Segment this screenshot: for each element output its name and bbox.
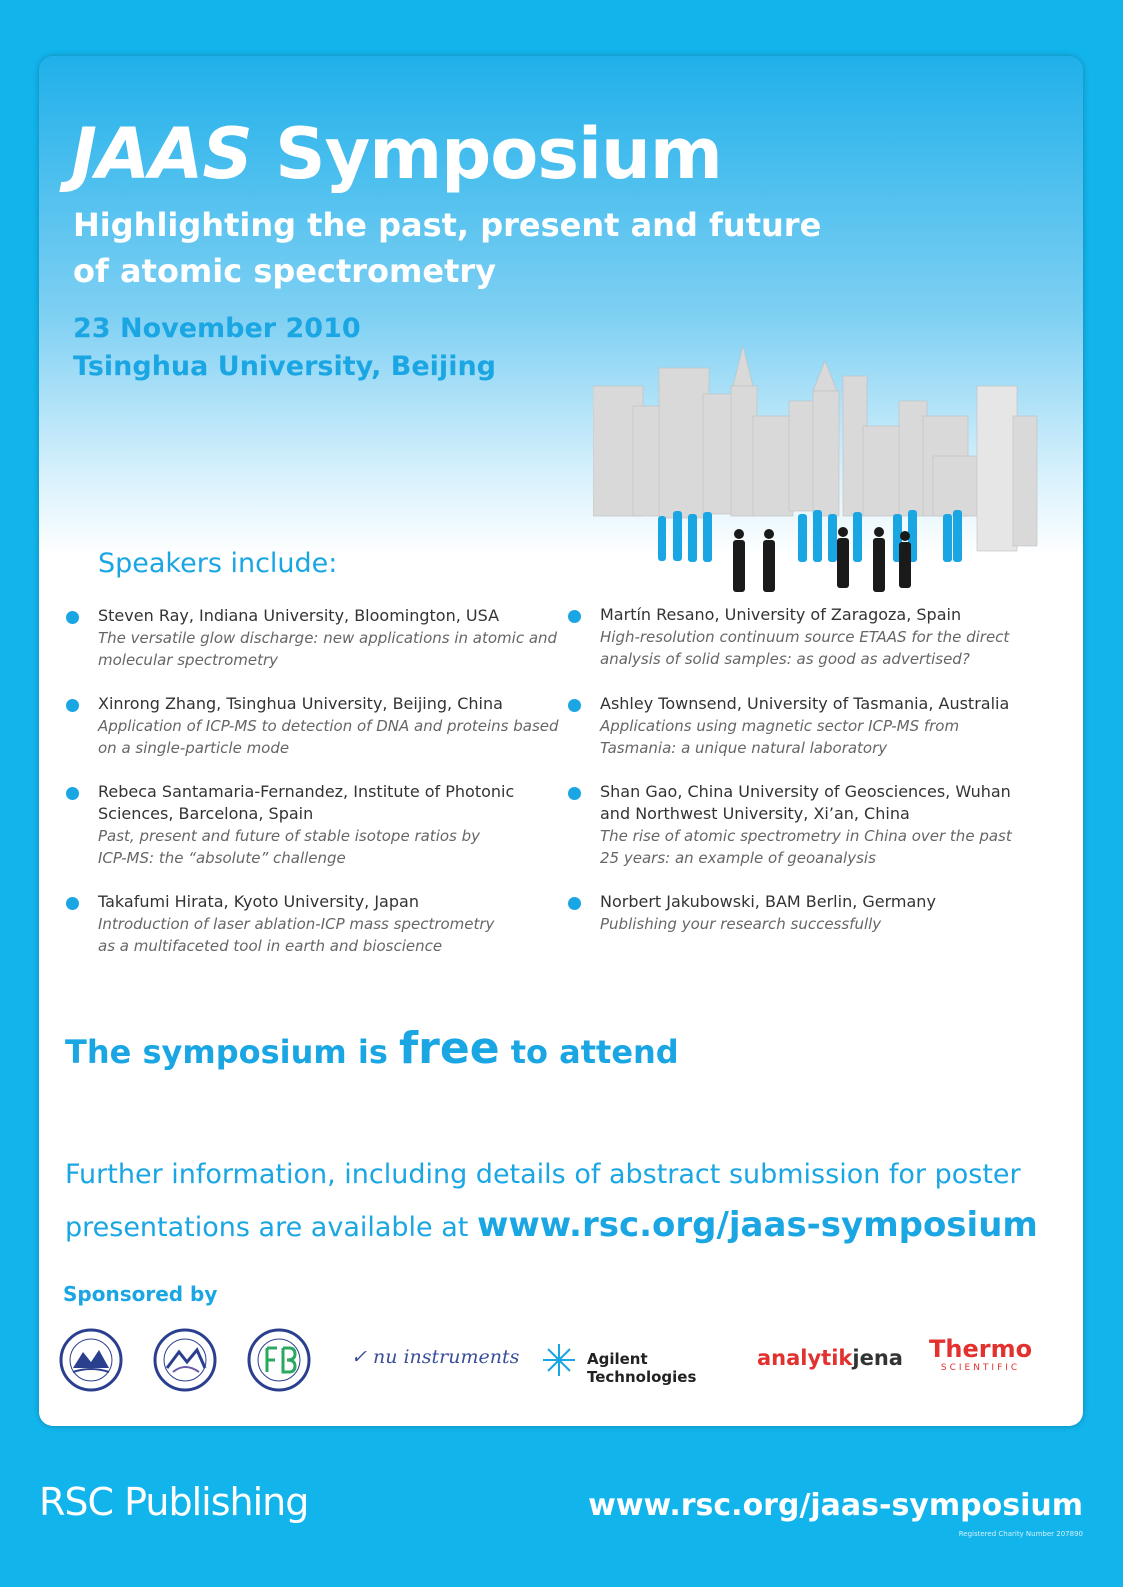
speaker-entry	[600, 604, 1030, 670]
speaker-name: Martín Resano, University of Zaragoza, Spain	[600, 605, 962, 624]
analytik-jena-logo	[757, 1346, 903, 1370]
analytik-text: analytik	[757, 1346, 853, 1370]
speaker-name: Xinrong Zhang, Tsinghua University, Beijing, China	[98, 694, 503, 713]
speaker-entry	[600, 891, 1030, 935]
talk-title: The rise of atomic spectrometry in China over the past 25 years: an example of geoanalysis	[600, 827, 1012, 867]
footer-url-link[interactable]: www.rsc.org/jaas-symposium	[588, 1488, 1083, 1523]
agilent-text: Agilent Technologies	[587, 1350, 697, 1386]
event-venue: Tsinghua University, Beijing	[73, 351, 496, 382]
speaker-name: Shan Gao, China University of Geosciences, Wuhan and Northwest University, Xi’an, China	[600, 782, 1011, 823]
further-information	[65, 1150, 1038, 1253]
title-italic: JAAS	[71, 113, 252, 195]
nu-instruments-logo: ✓ nu instruments	[351, 1346, 520, 1368]
jena-text: jena	[852, 1346, 903, 1370]
speaker-entry	[98, 891, 568, 957]
speaker-name: Norbert Jakubowski, BAM Berlin, Germany	[600, 892, 936, 911]
bullet-icon	[66, 787, 79, 800]
city-skyline-illustration	[593, 346, 1045, 596]
bullet-icon	[568, 699, 581, 712]
talk-title: The versatile glow discharge: new applications in atomic and molecular spectrometry	[98, 629, 558, 669]
speaker-entry	[98, 693, 568, 759]
subtitle	[73, 202, 821, 294]
thermo-text: Thermo	[929, 1335, 1033, 1363]
talk-title: Applications using magnetic sector ICP-MS from Tasmania: a unique natural laboratory	[600, 717, 960, 757]
symposium-link[interactable]: www.rsc.org/jaas-symposium	[476, 1205, 1038, 1245]
bullet-icon	[568, 897, 581, 910]
scientific-text: SCIENTIFIC	[940, 1363, 1021, 1373]
sponsor-logos	[57, 1324, 1067, 1394]
talk-title: Publishing your research successfully	[600, 915, 882, 933]
speaker-entry	[98, 605, 568, 671]
rsc-publishing-logo: RSC Publishing	[39, 1480, 309, 1524]
talk-title: Application of ICP-MS to detection of DNA and proteins based on a single-particle mode	[98, 717, 559, 757]
event-date-venue	[73, 310, 496, 386]
bullet-icon	[66, 611, 79, 624]
info-line-2: presentations are available at	[65, 1212, 477, 1243]
sponsor-seal-2-logo	[153, 1328, 217, 1392]
agilent-logo	[541, 1342, 697, 1386]
speaker-name: Steven Ray, Indiana University, Bloomington, USA	[98, 606, 500, 625]
nu-instruments-text: nu instruments	[372, 1346, 520, 1368]
speaker-entry	[98, 781, 558, 869]
poster-card	[39, 56, 1083, 1426]
speaker-entry	[600, 781, 1030, 869]
page-title	[71, 114, 722, 194]
speaker-name: Rebeca Santamaria-Fernandez, Institute of Photonic Sciences, Barcelona, Spain	[98, 782, 515, 823]
subtitle-line-2: of atomic spectrometry	[73, 252, 497, 290]
bullet-icon	[66, 699, 79, 712]
speaker-name: Ashley Townsend, University of Tasmania, Australia	[600, 694, 1010, 713]
event-date: 23 November 2010	[73, 313, 361, 344]
talk-title: Introduction of laser ablation-ICP mass spectrometry as a multifaceted tool in earth and bioscience	[98, 915, 495, 955]
sponsor-seal-1-logo	[59, 1328, 123, 1392]
title-rest: Symposium	[251, 113, 722, 195]
agilent-spark-icon	[541, 1342, 577, 1378]
charity-number: Registered Charity Number 207890	[958, 1530, 1083, 1538]
talk-title: High-resolution continuum source ETAAS for the direct analysis of solid samples: as good as advertised?	[600, 628, 1010, 668]
free-attendance-notice	[65, 1024, 679, 1077]
info-line-1: Further information, including details of abstract submission for poster	[65, 1159, 1021, 1190]
speaker-entry	[600, 693, 1010, 759]
bullet-icon	[568, 787, 581, 800]
free-text-before: The symposium is	[65, 1033, 400, 1071]
sponsored-by-heading: Sponsored by	[63, 1282, 218, 1306]
subtitle-line-1: Highlighting the past, present and future	[73, 206, 822, 244]
talk-title: Past, present and future of stable isotope ratios by ICP-MS: the “absolute” challenge	[98, 827, 481, 867]
bullet-icon	[66, 897, 79, 910]
thermo-scientific-logo	[929, 1336, 1032, 1374]
sponsor-seal-3-logo	[247, 1328, 311, 1392]
speakers-heading: Speakers include:	[98, 548, 338, 579]
free-text-emphasis: free	[399, 1023, 500, 1074]
speaker-name: Takafumi Hirata, Kyoto University, Japan	[98, 892, 419, 911]
free-text-after: to attend	[499, 1033, 679, 1071]
bullet-icon	[568, 610, 581, 623]
